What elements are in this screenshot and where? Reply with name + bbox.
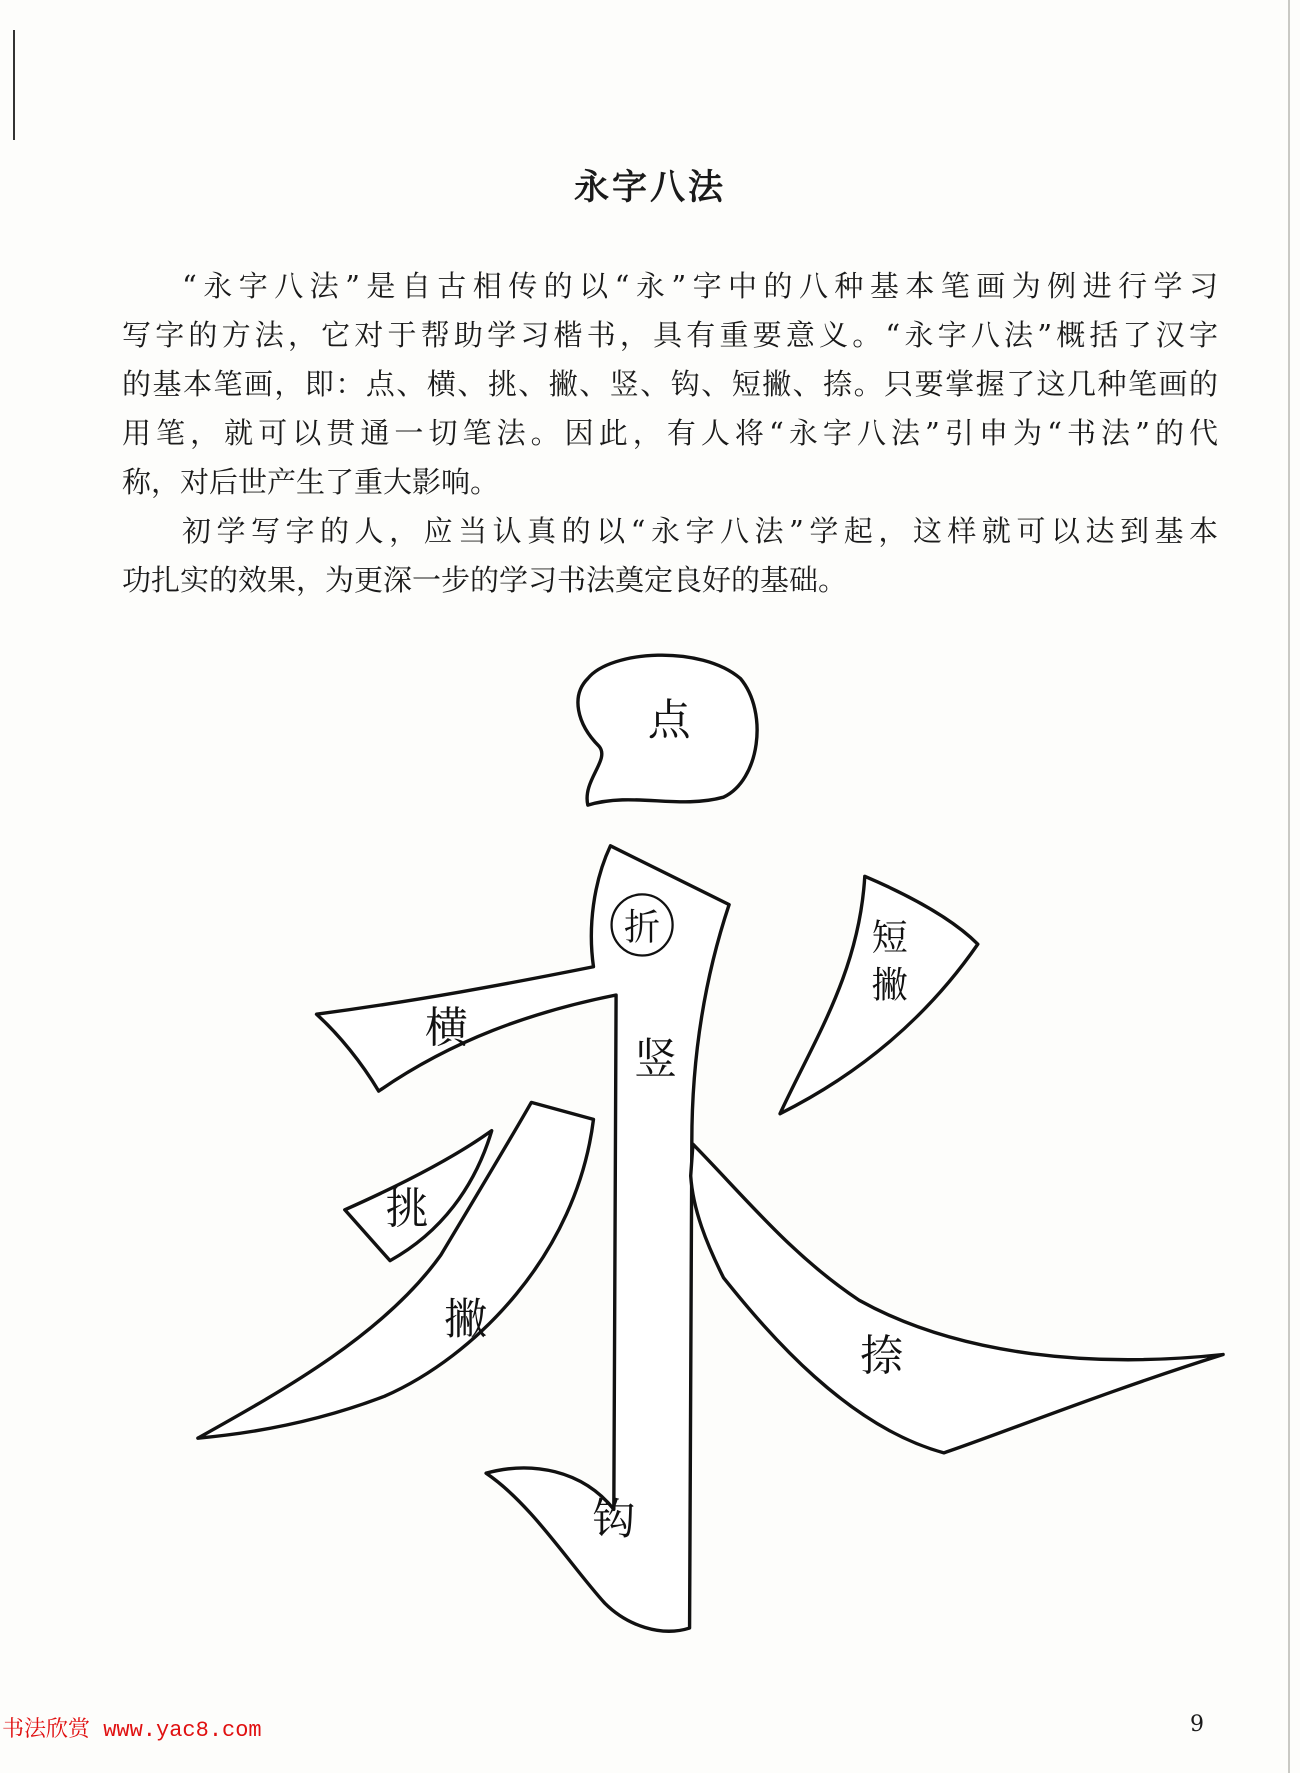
- label-tiao: 挑: [385, 1184, 429, 1235]
- text-line: 写字的方法，它对于帮助学习楷书，具有重要意义。“永字八法”概括了汉字: [122, 318, 1218, 352]
- label-duanpie-2: 撇: [871, 963, 908, 1007]
- page-title: 永字八法: [573, 168, 726, 208]
- text-line: 的基本笔画，即：点、横、挑、撇、竖、钩、短撇、捺。只要掌握了这几种笔画的: [122, 367, 1218, 401]
- label-dian: 点: [647, 696, 691, 747]
- watermark: 书法欣赏 www.yac8.com: [2, 1718, 262, 1743]
- label-shu: 竖: [634, 1035, 678, 1086]
- label-gou: 钩: [592, 1495, 636, 1546]
- text-line: 称，对后世产生了重大影响。: [122, 465, 500, 499]
- label-na: 捺: [860, 1331, 904, 1382]
- label-heng: 横: [425, 1003, 468, 1054]
- label-zhe: 折: [624, 905, 661, 949]
- label-pie: 撇: [444, 1295, 488, 1346]
- stroke-pie: [198, 1102, 594, 1438]
- text-line: 功扎实的效果，为更深一步的学习书法奠定良好的基础。: [122, 563, 848, 597]
- stroke-na: [691, 1144, 1223, 1453]
- label-duanpie-1: 短: [871, 915, 908, 959]
- page-number: 9: [1190, 1712, 1204, 1737]
- text-line: 用笔，就可以贯通一切笔法。因此，有人将“永字八法”引申为“书法”的代: [122, 416, 1218, 450]
- text-line: 初学写字的人，应当认真的以“永字八法”学起，这样就可以达到基本: [182, 514, 1218, 548]
- text-line: “永字八法”是自古相传的以“永”字中的八种基本笔画为例进行学习: [182, 269, 1218, 303]
